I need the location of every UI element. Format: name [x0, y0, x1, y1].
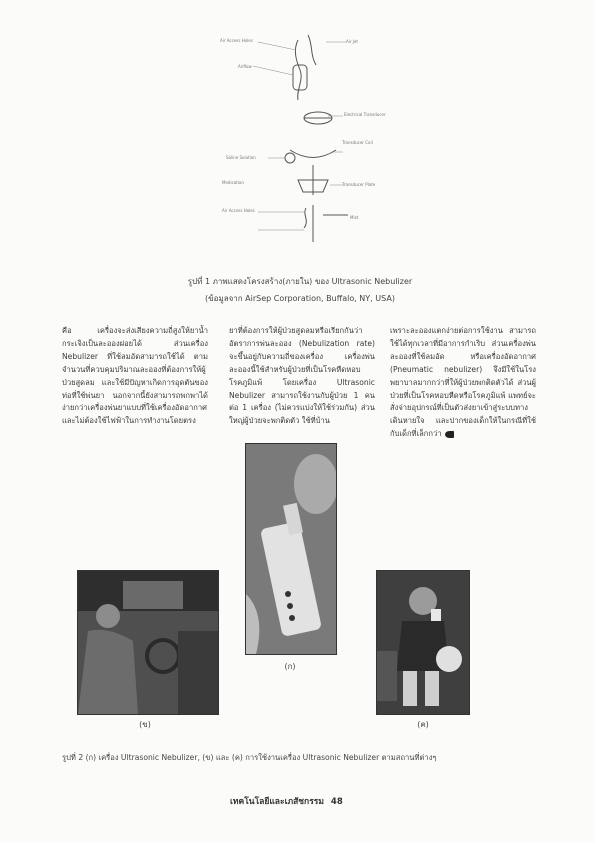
page-footer [230, 794, 430, 808]
photo-car-usage [77, 570, 219, 715]
diagram-label: Electrical Transducer [344, 112, 386, 117]
body-column-2 [229, 325, 375, 428]
page-number: 48 [330, 797, 343, 807]
footer-text: เทคโนโลยีและเภสัชกรรม [230, 797, 324, 807]
saline-solution [285, 153, 295, 163]
diagram-label: Air Access Holes [222, 208, 255, 213]
mist-column-2 [308, 35, 316, 65]
diagram-label: Saline Solution [226, 155, 256, 160]
body-paragraph: ยาที่ต้องการให้ผู้ป่วยสูดลมหรือเรียกกันว่าอัตราการพ่นละออง (Nebulization rate) จะขึ้นอยู่กับความถี่ของเครื่อง เครื่องพ่นละอองนี้ใช้สำหรับผู้ป่วยที่เป็นโรคหืดหอบ โรคภูมิแพ้ โดยเครื่อง Ultrasonic Nebulizer สามารถใช้งานกับผู้ป่วย 1 คน ต่อ 1 เครื่อง (ไม่ควรแบ่งให้ใช้ร่วมกัน) ส่วนใหญ่ผู้ป่วยจะพกติดตัว ใช้ที่บ้าน [229, 326, 375, 426]
figure2-label-a: (ก) [284, 662, 296, 671]
photo-car-usage-svg [78, 571, 218, 714]
figure2-label-c: (ค) [417, 720, 429, 729]
body-paragraph: คือ เครื่องจะส่งเสียงความถี่สูงให้ยาน้ำกระเจิงเป็นละอองฝอยได้ ส่วนเครื่อง Nebulizer ที่ใช้ลมอัดสามารถใช้ได้ ตามจำนวนที่ควบคุมปริมาณละอองที่ต้องการให้ผู้ป่วยสูดลม และใช้มีปัญหาเกิดการอุดตันของท่อที่ใช้พ่นยา นอกจากนี้ยังสามารถพกพาได้ง่ายกว่าเครื่องพ่นยาแบบที่ใช้เครื่องอัดอากาศและไม่ต้องใช้ไฟฟ้าในการทำงานโดยตรง [62, 326, 208, 426]
photo-outdoor-usage [376, 570, 470, 715]
diagram-label: Transducer Plate [342, 182, 376, 187]
mist-column [295, 40, 301, 100]
diagram-label: Airflow [238, 64, 252, 69]
figure2-caption: รูปที่ 2 (ก) เครื่อง Ultrasonic Nebulizer, (ข) และ (ค) การใช้งานเครื่อง Ultrasonic Nebulizer ตามสถานที่ต่างๆ [62, 753, 437, 762]
photo-nebulizer-device [245, 443, 337, 655]
photo-nebulizer-device-svg [246, 444, 336, 654]
body-column-1 [62, 325, 208, 428]
figure1-source: (ข้อมูลจาก AirSep Corporation, Buffalo, NY, USA) [205, 294, 395, 303]
figure1-caption: รูปที่ 1 ภาพแสดงโครงสร้าง(ภายใน) ของ Ultrasonic Nebulizer [187, 277, 413, 286]
end-of-article-icon [445, 431, 454, 438]
photo-outdoor-usage-svg [377, 571, 469, 714]
figure2-label-b: (ข) [139, 720, 151, 729]
diagram-label: Air Access Holes [220, 38, 253, 43]
diagram-label: Medication [222, 180, 244, 185]
medication-cup [290, 150, 336, 158]
diagram-label: Transducer Coil [342, 140, 373, 145]
diagram-label: Mist [350, 215, 359, 220]
body-text: เพราะละอองแตกง่ายต่อการใช้งาน สามารถใช้ได้ทุกเวลาที่มีอาการกำเริบ ส่วนเครื่องพ่นละอองที่ใช้ลมอัด หรือเครื่องอัดอากาศ (Pneumatic nebulizer) จึงมีใช้ในโรงพยาบาลมากกว่าที่ให้ผู้ป่วยพกติดตัวได้ ส่วนผู้ป่วยที่เป็นโรคหอบหืดหรือโรคภูมิแพ้ แพทย์จะสั่งจ่ายอุปกรณ์ที่เป็นตัวส่งยาเข้าสู่ระบบทางเดินหายใจ และปากของเด็กให้ในกรณีที่ใช้กับเด็กที่เล็กกว่า [390, 326, 536, 439]
diagram-label: Air Jet [346, 39, 358, 44]
nebulizer-diagram [218, 30, 388, 245]
body-column-3 [390, 325, 536, 441]
body-paragraph [390, 325, 536, 441]
